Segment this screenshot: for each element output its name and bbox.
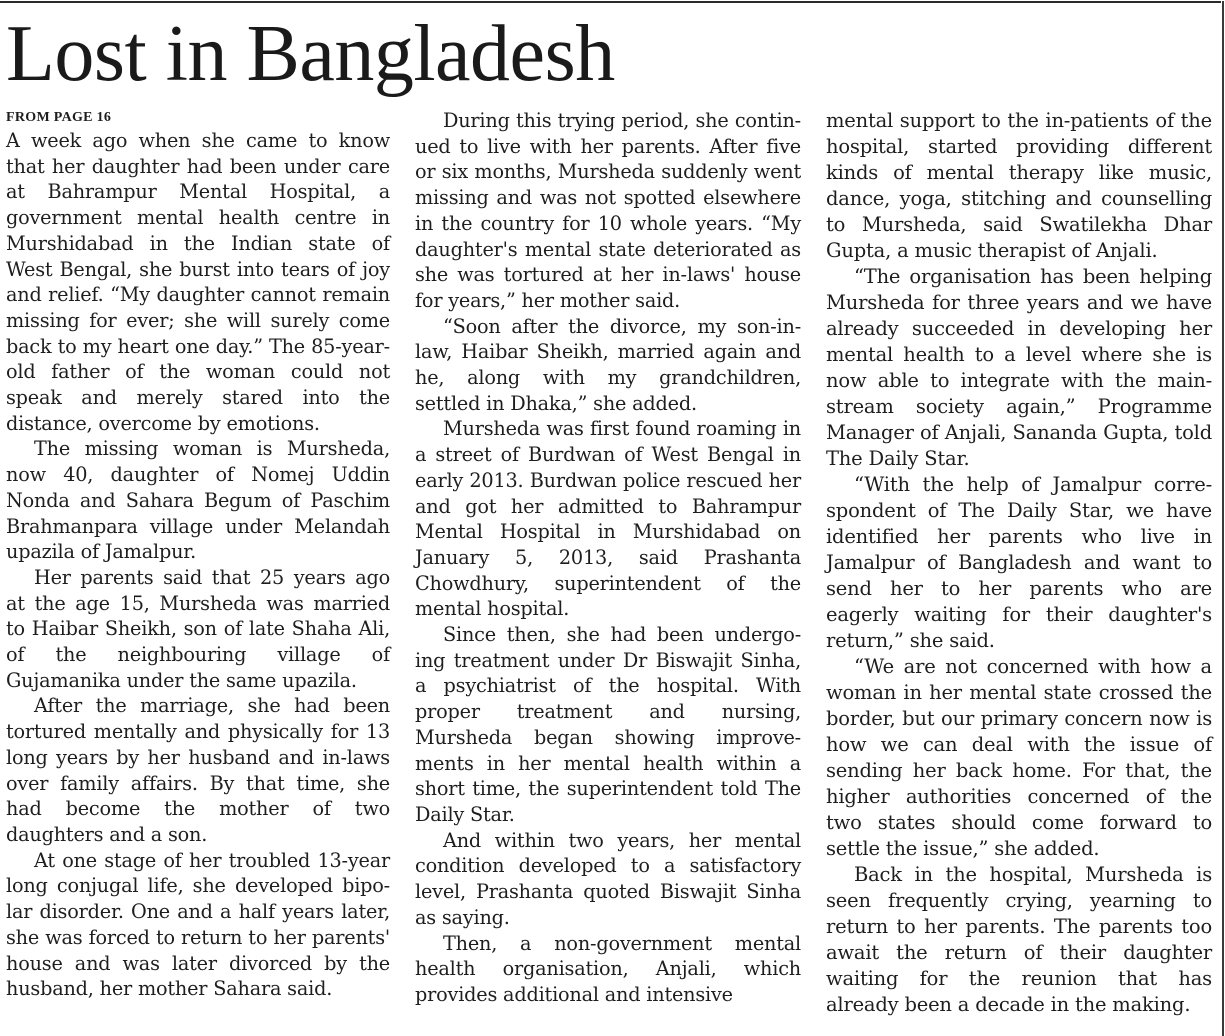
- paragraph: “With the help of Jamalpur corre-spondent of The Daily Star, we have identified her parents who live in Jamalpur of Bangladesh and want to send her to her parents who are eagerly waiting for their daughter's return,” she said.: [826, 473, 1212, 652]
- column-1: [6, 108, 390, 1002]
- top-rule: [0, 1, 1221, 3]
- paragraph: Back in the hospital, Mursheda is seen frequently crying, yearning to return to her parents. The parents too await the return of their daughter waiting for the reunion that has already been a decade in the making.: [826, 863, 1212, 1016]
- paragraph: At one stage of her troubled 13-year long conjugal life, she developed bipo-lar disorder. One and a half years later, she was forced to return to her parents' house and was later divorced by the husband, her mother Sahara said.: [6, 848, 390, 1001]
- paragraph: Since then, she had been undergo-ing treatment under Dr Biswajit Sinha, a psychiatrist of the hospital. With proper treatment and nursing, Mursheda began showing improve-ments in her mental health within a short time, the superintendent told The Daily Star.: [415, 623, 801, 826]
- paragraph: Mursheda was first found roaming in a street of Burdwan of West Bengal in early 2013. Burdwan police rescued her and got her admitted to Bahrampur Mental Hospital in Murshidabad on January 5, 2013, said Prashanta Chowdhury, superintendent of the mental hospital.: [415, 417, 801, 621]
- paragraph: During this trying period, she contin-ued to live with her parents. After five or six months, Mursheda suddenly went missing and was not spotted elsewhere in the country for 10 whole years. “My daughter's mental state deteriorated as she was tortured at her in-laws' house for years,” her mother said.: [415, 109, 801, 312]
- headline: Lost in Bangladesh: [6, 10, 615, 98]
- column-3: [826, 108, 1212, 1018]
- paragraph: Then, a non-government mental health organisation, Anjali, which provides additional and intensive: [415, 931, 801, 1006]
- paragraph: And within two years, her mental condition developed to a satisfactory level, Prashanta quoted Biswajit Sinha as saying.: [415, 828, 801, 929]
- paragraph: mental support to the in-patients of the hospital, started providing different kinds of mental therapy like music, dance, yoga, stitching and counselling to Mursheda, said Swatilekha Dhar Gupta, a music therapist of Anjali.: [826, 109, 1212, 262]
- paragraph: Her parents said that 25 years ago at the age 15, Mursheda was married to Haibar Sheikh, son of late Shaha Ali, of the neighbouring village of Gujamanika under the same upazila.: [6, 565, 390, 692]
- right-rule: [1222, 1, 1224, 1036]
- paragraph: “We are not concerned with how a woman in her mental state crossed the border, but our primary concern now is how we can deal with the issue of sending her back home. For that, the higher authorities concerned of the two states should come forward to settle the issue,” she added.: [826, 655, 1212, 860]
- paragraph: “The organisation has been helping Mursheda for three years and we have already succeeded in developing her mental health to a level where she is now able to integrate with the main-stream society again,” Programme Manager of Anjali, Sananda Gupta, told The Daily Star.: [826, 265, 1212, 470]
- paragraph: After the marriage, she had been tortured mentally and physically for 13 long years by her husband and in-laws over family affairs. By that time, she had become the mother of two daughters and a son.: [6, 694, 390, 846]
- column-2: [415, 108, 801, 1008]
- paragraph: “Soon after the divorce, my son-in-law, Haibar Sheikh, married again and he, along with my grandchildren, settled in Dhaka,” she added.: [415, 314, 801, 415]
- paragraph: The missing woman is Mursheda, now 40, daughter of Nomej Uddin Nonda and Sahara Begum of Paschim Brahmanpara village under Melandah upazila of Jamalpur.: [6, 437, 390, 564]
- paragraph: A week ago when she came to know that her daughter had been under care at Bahrampur Mental Hospital, a government mental health centre in Murshidabad in the Indian state of West Bengal, she burst into tears of joy and relief. “My daughter cannot remain missing for ever; she will surely come back to my heart one day.” The 85-year-old father of the woman could not speak and merely stared into the distance, overcome by emotions.: [6, 129, 390, 435]
- kicker: FROM PAGE 16: [6, 110, 112, 125]
